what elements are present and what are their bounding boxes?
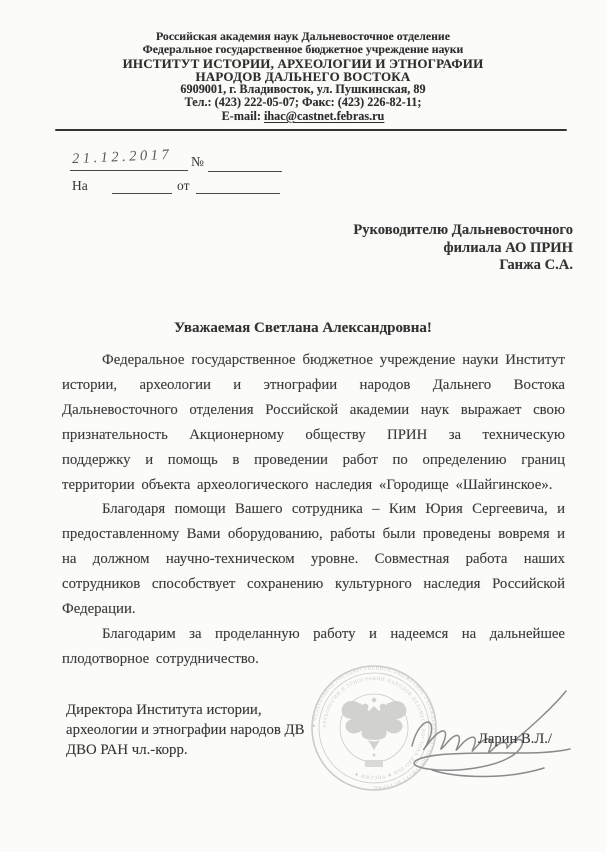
signature-title-line3: ДВО РАН чл.-корр. xyxy=(66,742,188,758)
ot-label: от xyxy=(177,178,190,193)
signature-title-line2: археологии и этнографии народов ДВ xyxy=(66,722,305,738)
salutation: Уважаемая Светлана Александровна! xyxy=(174,320,432,336)
letterhead xyxy=(0,30,606,123)
letterhead-email-line xyxy=(0,110,606,123)
signature-underline-tail xyxy=(432,768,544,777)
body-paragraph-1: Федеральное государственное бюджетное учреждение науки Институт истории, археологии и этнографии народов Дальнего Востока Дальневосточного отделения Российской академии наук выражает свою признательность Акционерному обществу ПРИН за техническую поддержку и помощь в проведении работ по определению границ территории объекта археологического наследия «Городище «Шайгинское». xyxy=(62,352,565,493)
letterhead-line-institution: Федеральное государственное бюджетное учреждение науки xyxy=(142,42,464,57)
letterhead-line-academy: Российская академия наук Дальневосточное отделение xyxy=(156,29,450,43)
number-blank-line xyxy=(208,157,282,172)
ot-blank-line xyxy=(196,179,280,194)
signature-title-line1: Директора Института истории, xyxy=(66,702,262,718)
stamp-ring-text-outer: ★ ФЕДЕРАЛЬНОЕ ГОСУДАРСТВЕННОЕ БЮДЖЕТНОЕ УЧРЕЖДЕНИЕ НАУКИ ИНСТИТУТ ИСТОРИИ, xyxy=(312,666,436,790)
date-blank-line xyxy=(70,156,188,171)
na-label: На xyxy=(72,178,88,193)
stamp-bottom-star: ★ xyxy=(371,753,377,759)
recipient-line-name: Ганжа С.А. xyxy=(499,257,573,274)
letterhead-phone-fax: Тел.: (423) 222-05-07; Факс: (423) 226-82-11; xyxy=(184,95,422,110)
letter-body xyxy=(62,348,565,672)
recipient-line-org: филиала АО ПРИН xyxy=(443,239,573,256)
double-headed-eagle-icon xyxy=(342,698,407,750)
body-paragraph-2: Благодаря помощи Вашего сотрудника – Ким Юрия Сергеевича, и предоставленному Вами оборудованию, работы были проведены вовремя и на должном научно-техническом уровне. Совместная работа наших сотрудников способствует сохранению культурного наследия Российской Федерации. xyxy=(62,501,565,618)
stamp-ring-text-inner: АРХЕОЛОГИИ И ЭТНОГРАФИИ НАРОДОВ ДАЛЬНЕГО ВОСТОКА ДВО РАН ★ РОССИЯ ★ xyxy=(322,676,426,780)
signer-name: Ларин В.Л./ xyxy=(478,731,552,747)
body-paragraph-3: Благодарим за проделанную работу и надеемся на дальнейшее плодотворное сотрудничество. xyxy=(62,625,565,667)
email-address: ihac@castnet.febras.ru xyxy=(263,108,385,123)
email-label: E-mail: xyxy=(221,108,261,123)
handwritten-date: 21.12.2017 xyxy=(71,146,173,168)
stamp-bottom-banner xyxy=(365,760,383,767)
recipient-line-title: Руководителю Дальневосточного xyxy=(353,222,573,238)
letterhead-line-institute-name2: НАРОДОВ ДАЛЬНЕГО ВОСТОКА xyxy=(195,68,411,84)
letterhead-address: 6909001, г. Владивосток, ул. Пушкинская, 89 xyxy=(180,82,426,97)
letterhead-line-institute-name: ИНСТИТУТ ИСТОРИИ, АРХЕОЛОГИИ И ЭТНОГРАФИИ xyxy=(122,55,484,71)
letterhead-divider-rule xyxy=(55,129,567,131)
number-sign-label: № xyxy=(191,154,204,169)
signature-title-block xyxy=(66,700,305,760)
recipient-block xyxy=(353,222,573,275)
na-blank-line xyxy=(112,179,172,194)
